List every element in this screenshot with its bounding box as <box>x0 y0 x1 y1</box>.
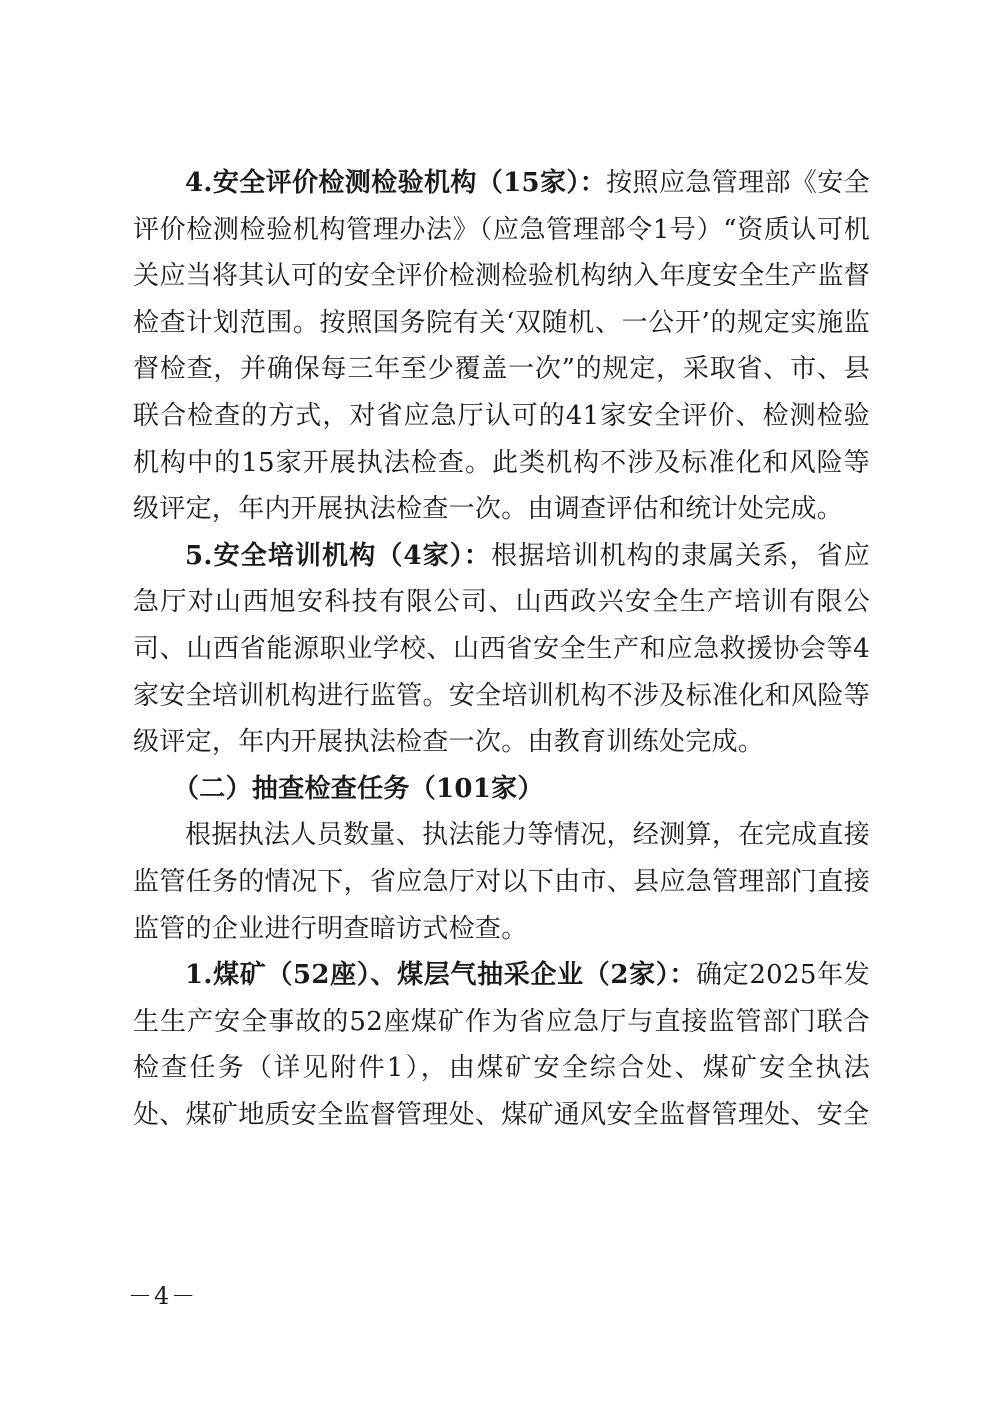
paragraph-heading: 4.安全评价检测检验机构（15家）： <box>185 168 607 198</box>
paragraph-heading: 1.煤矿（52座）、煤层气抽采企业（2家）： <box>185 960 697 991</box>
page-number: －4－ <box>128 1282 198 1310</box>
paragraph-training-institutions <box>133 533 870 766</box>
paragraph-evaluation-institutions <box>133 160 870 533</box>
paragraph-text: 确定2025年发生生产安全事故的52座煤矿作为省应急厅与直接监管部门联合检查任务（详见附件1），由煤矿安全综合处、煤矿安全执法处、煤矿地质安全监督管理处、煤矿通风安全监督管理处、安全 <box>133 960 871 1130</box>
document-body <box>133 160 870 1138</box>
paragraph-text: 根据培训机构的隶属关系，省应急厅对山西旭安科技有限公司、山西政兴安全生产培训有限公司、山西省能源职业学校、山西省安全生产和应急救援协会等4家安全培训机构进行监管。安全培训机构不涉及标准化和风险等级评定，年内开展执法检查一次。由教育训练处完成。 <box>133 540 871 758</box>
paragraph-section-intro: 根据执法人员数量、执法能力等情况，经测算，在完成直接监管任务的情况下，省应急厅对以下由市、县应急管理部门直接监管的企业进行明查暗访式检查。 <box>133 820 870 944</box>
paragraph-coal-mines <box>133 952 870 1138</box>
section-heading-spot-check: （二）抽查检查任务（101家） <box>173 773 544 804</box>
paragraph-text: 按照应急管理部《安全评价检测检验机构管理办法》（应急管理部令1号）“资质认可机关应当将其认可的安全评价检测检验机构纳入年度安全生产监督检查计划范围。按照国务院有关‘双随机、一公开’的规定实施监督检查，并确保每三年至少覆盖一次”的规定，采取省、市、县联合检查的方式，对省应急厅认可的41家安全评价、检测检验机构中的15家开展执法检查。此类机构不涉及标准化和风险等级评定，年内开展执法检查一次。由调查评估和统计处完成。 <box>133 168 870 525</box>
paragraph-heading: 5.安全培训机构（4家）： <box>185 540 492 571</box>
